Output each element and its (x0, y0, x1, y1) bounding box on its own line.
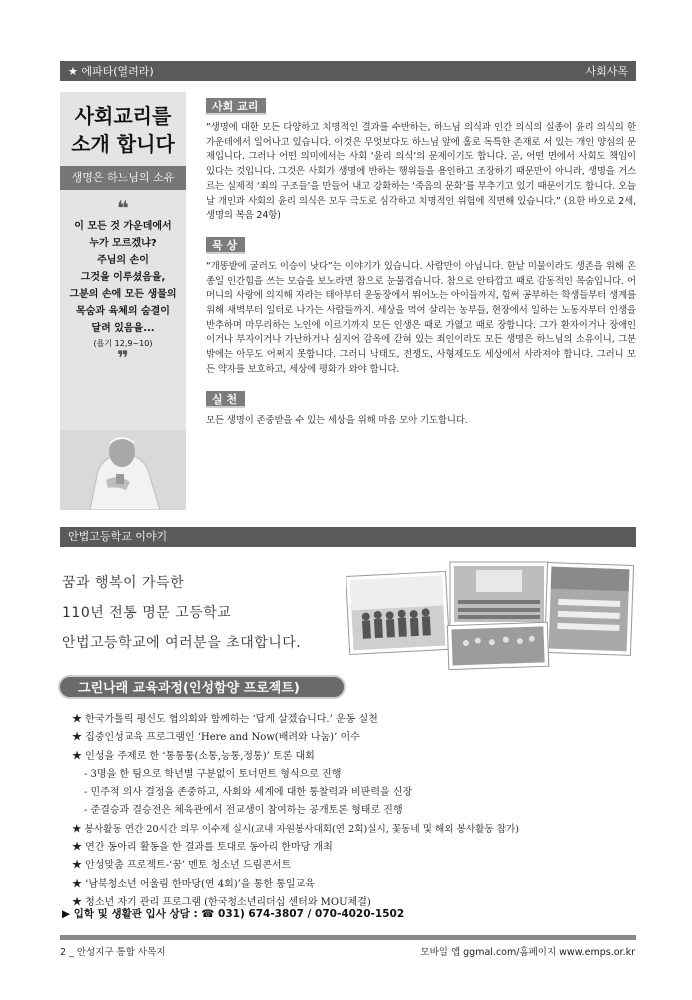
school-section-bar: 안법고등학교 이야기 (60, 527, 636, 547)
footer-divider (60, 935, 636, 940)
quote-line: 달려 있음을... (91, 323, 155, 334)
list-item: ★ 집중인성교육 프로그램인 ‘Here and Now(배려와 나눔)’ 이수 (72, 732, 360, 744)
sidebar-subtitle: 생명은 하느님의 소유 (60, 166, 186, 190)
list-subitem: - 민주적 의사 결정을 존중하고, 사회와 세계에 대한 통찰력과 비판력을 신장 (84, 787, 413, 799)
quote-line: 주님의 손이 (97, 255, 149, 266)
quote-line: 목숨과 육체의 숨결이 (76, 306, 170, 317)
sidebar-title (60, 102, 186, 158)
footer-website: 모바일 앱 ggmal.com/홈페이지 www.emps.or.kr (420, 947, 635, 958)
practice-text: 모든 생명이 존중받을 수 있는 세상을 위해 마음 모아 기도합니다. (206, 414, 468, 426)
category-label: 사회사목 (585, 65, 628, 78)
sidebar-title-line2: 소개 합니다 (71, 132, 175, 156)
magazine-section-title: ★ 에파타(열려라) (68, 65, 154, 78)
photo-students-group (346, 571, 450, 654)
section-practice (206, 388, 636, 429)
quote-sidebar (60, 92, 186, 510)
quote-open-icon: ❝ (117, 196, 129, 220)
quote-line: 이 모든 것 가운데에서 (74, 221, 172, 232)
photo-ceremony (447, 622, 548, 669)
header-bar (60, 61, 636, 81)
list-subitem: - 준결승과 결승전은 체육관에서 전교생이 참여하는 공개토론 형태로 진행 (84, 805, 403, 817)
quote-close-icon: ❞ (117, 346, 129, 370)
sidebar-title-line1: 사회교리를 (74, 104, 172, 128)
section-doctrine (206, 95, 636, 224)
list-item: ★ 연간 동아리 활동을 한 결과를 토대로 동아리 한마당 개최 (72, 842, 333, 854)
praying-pope-photo (60, 430, 186, 510)
program-list (72, 711, 642, 912)
page-number-title: 2 _ 안성지구 통합 사목지 (60, 947, 166, 958)
section-meditation (206, 234, 636, 378)
program-title-pill: 그린나래 교육과정(인성함양 프로젝트) (58, 675, 346, 699)
school-slogan-line: 안법고등학교에 여러분을 초대합니다. (62, 635, 302, 651)
list-item: ★ ‘남북청소년 어울림 한마당(연 4회)’을 통한 통일교육 (72, 878, 315, 890)
list-item: ★ 안성맞춤 프로젝트-‘꿈’ 멘토 청소년 드림콘서트 (72, 860, 292, 872)
list-item: ★ 봉사활동 연간 20시간 의무 이수제 실시(교내 자원봉사대회(연 2회)실시, 꽃동네 및 해외 봉사활동 참가) (72, 823, 520, 835)
doctrine-text: “생명에 대한 모든 다양하고 치명적인 결과를 수반하는, 하느님 의식과 인간 의식의 실종이 윤리 의식의 한가운데에서 일어나고 있습니다. 이것은 무엇보다도 하느님 앞에 홀로 독특한 존재로 서 있는 개인 양심의 문제입니다. 그러나 어떤 의미에서는 사회 ‘윤리 의식’의 문제이기도 합니다. 곧, 어떤 면에서 사회도 책임이 있다는 것입니다. 그것은 사회가 생명에 반하는 행위들을 용인하고 조장하기 때문만이 아니라, 생명을 거스르는 실제적 ‘죄의 구조들’을 만들어 내고 강화하는 ‘죽음의 문화’를 부추기고 있기 때문이기도 합니다. 오늘날 개인과 사회의 윤리 의식은 모두 극도로 심각하고 치명적인 위험에 직면해 있습니다.” (요한 바오로 2세, 생명의 복음 24항) (206, 122, 636, 222)
quote-line: 그것을 이루셨음을, (80, 272, 166, 283)
photo-gym-debate (544, 562, 633, 655)
section-label-doctrine: 사회 교리 (206, 98, 266, 115)
scripture-quote (60, 218, 186, 337)
social-doctrine-column (206, 95, 636, 428)
school-photo-collage (346, 560, 636, 670)
quote-reference: (욥기 12,9~10) (93, 339, 153, 348)
list-item: ★ 인성을 주제로 한 ‘통통통(소통,능통,정통)’ 토론 대회 (72, 750, 315, 762)
list-item: ★ 청소년 자기 관리 프로그램 (한국청소년리더십 센터와 MOU체결) (72, 896, 371, 908)
photo-auditorium (450, 562, 548, 626)
section-label-meditation: 묵 상 (206, 237, 245, 254)
meditation-text: “개똥밭에 굴러도 이승이 낫다”는 이야기가 있습니다. 사람만이 아닙니다. 한낱 미물이라도 생존을 위해 온종일 인간힘을 쓰는 모습을 보노라면 참으로 눈물겹습니다. 참으로 안타깝고 때로 감동적인 목숨입니다. 어머니의 사랑에 의지해 자라는 태아부터 운동장에서 뛰어노는 아이들까지, 힘써 공부하는 학생들부터 생계를 위해 새벽부터 일터로 나가는 사람들까지. 세상을 먹여 살리는 농부들, 현장에서 일하는 노동자부터 인생을 반추하며 마무리하는 노인에 이르기까지 모든 인생은 때로 가엾고 때로 장합니다. 그가 환자이거나 장애인이거나 부자이거나 가난하거나 심지어 감옥에 갇혀 있는 죄인이라도 모든 생명은 하느님의 소유이니, 그분밖에는 아무도 어쩌지 못합니다. 그러니 낙태도, 전쟁도, 사형제도도 세상에서 사라져야 합니다. 그러니 모든 약자를 보호하고, 세상에 평화가 와야 합니다. (206, 260, 636, 375)
school-slogan-line: 110년 전통 명문 고등학교 (62, 605, 232, 621)
school-slogan-line: 꿈과 행복이 가득한 (62, 575, 185, 591)
admission-contact: ▶ 입학 및 생활관 입사 상담 : ☎ 031) 674-3807 / 070-4020-1502 (62, 908, 405, 920)
list-subitem: - 3명을 한 팀으로 학년별 구분없이 토너먼트 형식으로 진행 (84, 768, 342, 780)
quote-line: 누가 모르겠냐? (89, 238, 157, 249)
quote-line: 그분의 손에 모든 생물의 (69, 289, 177, 300)
section-label-practice: 실 천 (206, 391, 245, 408)
list-item: ★ 한국가톨릭 평신도 협의회와 함께하는 ‘답게 살겠습니다.’ 운동 실천 (72, 714, 378, 725)
